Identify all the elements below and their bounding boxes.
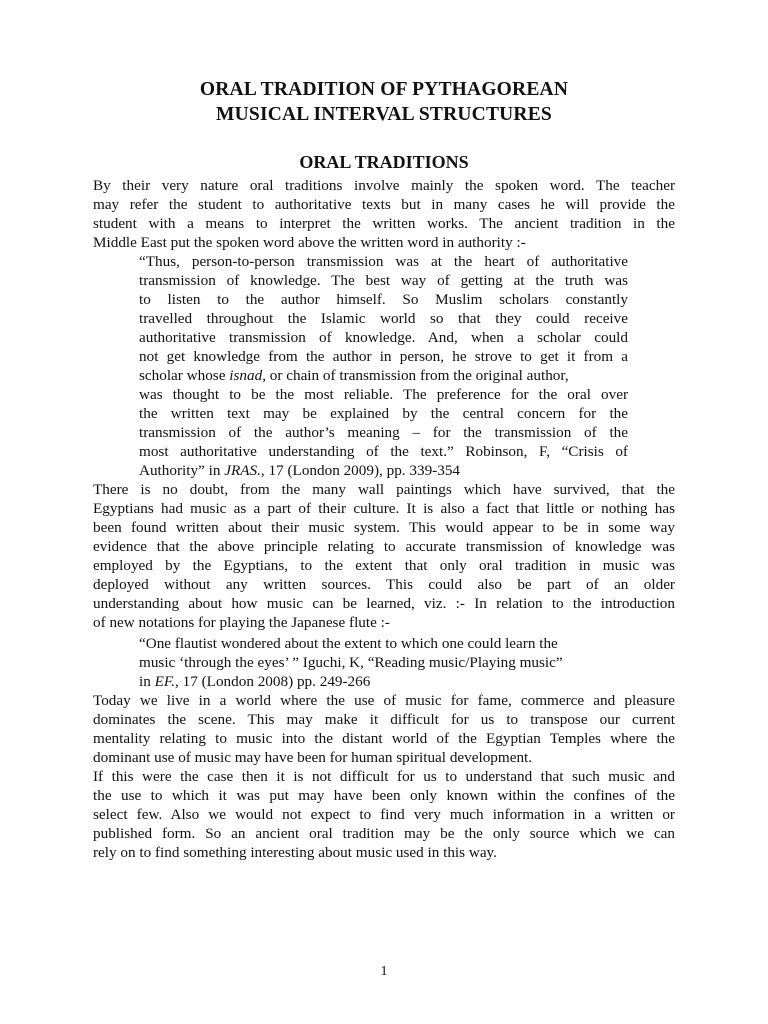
text-line: rely on to find something interesting about music used in this way. <box>93 844 497 861</box>
quote-line: was thought to be the most reliable. The preference for the oral over <box>139 386 628 403</box>
quote-line: “One flautist wondered about the extent to which one could learn the <box>139 635 558 652</box>
quote-line: “Thus, person-to-person transmission was at the heart of authoritative <box>139 253 628 270</box>
text-line: published form. So an ancient oral tradition may be the only source which we can <box>93 825 675 842</box>
journal-name: JRAS. <box>224 462 261 479</box>
italic-term: isnad <box>229 367 263 384</box>
quote-line: transmission of the author’s meaning – for the transmission of the <box>139 424 628 441</box>
text-line: dominates the scene. This may make it difficult for us to transpose our current <box>93 711 675 728</box>
quote-line <box>139 461 628 480</box>
citation-text: Authority” in <box>139 462 225 479</box>
quote-line: music ‘through the eyes’ ” Iguchi, K, “Reading music/Playing music” <box>139 654 563 671</box>
text-line: of new notations for playing the Japanese flute :- <box>93 614 390 631</box>
text-line: student with a means to interpret the written works. The ancient tradition in the <box>93 215 675 232</box>
text-line: Egyptians had music as a part of their culture. It is also a fact that little or nothing has <box>93 500 675 517</box>
title-line-1: ORAL TRADITION OF PYTHAGOREAN <box>199 79 569 100</box>
text-line: dominant use of music may have been for human spiritual development. <box>93 749 533 766</box>
text-line: been found written about their music system. This would appear to be in some way <box>93 519 675 536</box>
quote-line: not get knowledge from the author in person, he strove to get it from a <box>139 348 628 365</box>
quote-line: travelled throughout the Islamic world so that they could receive <box>139 310 628 327</box>
quote-line <box>139 366 628 385</box>
text-line: employed by the Egyptians, to the extent that only oral tradition in music was <box>93 557 675 574</box>
quote-text: , or chain of transmission from the original author, <box>262 367 569 384</box>
text-line: mentality relating to music into the distant world of the Egyptian Temples where the <box>93 730 675 747</box>
text-line: evidence that the above principle relating to accurate transmission of knowledge was <box>93 538 675 555</box>
page-number: 1 <box>380 964 388 979</box>
text-line: If this were the case then it is not difficult for us to understand that such music and <box>93 768 675 785</box>
quote-line <box>139 672 628 691</box>
citation-text: in <box>139 673 155 690</box>
quote-line: to listen to the author himself. So Muslim scholars constantly <box>139 291 628 308</box>
quote-line: the written text may be explained by the central concern for the <box>139 405 628 422</box>
section-heading: ORAL TRADITIONS <box>299 152 469 172</box>
text-line: may refer the student to authoritative texts but in many cases he will provide the <box>93 196 675 213</box>
text-line: deployed without any written sources. This could also be part of an older <box>93 576 675 593</box>
text-line: Today we live in a world where the use of music for fame, commerce and pleasure <box>93 692 675 709</box>
text-line: understanding about how music can be learned, viz. :- In relation to the introduction <box>93 595 675 612</box>
citation-text: , 17 (London 2008) pp. 249-266 <box>175 673 371 690</box>
text-line: select few. Also we would not expect to find very much information in a written or <box>93 806 675 823</box>
title-line-2: MUSICAL INTERVAL STRUCTURES <box>216 104 552 125</box>
text-line: There is no doubt, from the many wall paintings which have survived, that the <box>93 481 675 498</box>
citation-text: , 17 (London 2009), pp. 339-354 <box>260 462 461 479</box>
text-line: the use to which it was put may have been only known within the confines of the <box>93 787 675 804</box>
text-line: By their very nature oral traditions involve mainly the spoken word. The teacher <box>93 177 675 194</box>
quote-line: authoritative transmission of knowledge. And, when a scholar could <box>139 329 628 346</box>
journal-name: EF. <box>154 673 176 690</box>
text-line: Middle East put the spoken word above the written word in authority :- <box>93 234 526 251</box>
quote-text: scholar whose <box>139 367 230 384</box>
quote-line: most authoritative understanding of the text.” Robinson, F, “Crisis of <box>139 443 628 460</box>
quote-line: transmission of knowledge. The best way of getting at the truth was <box>139 272 628 289</box>
